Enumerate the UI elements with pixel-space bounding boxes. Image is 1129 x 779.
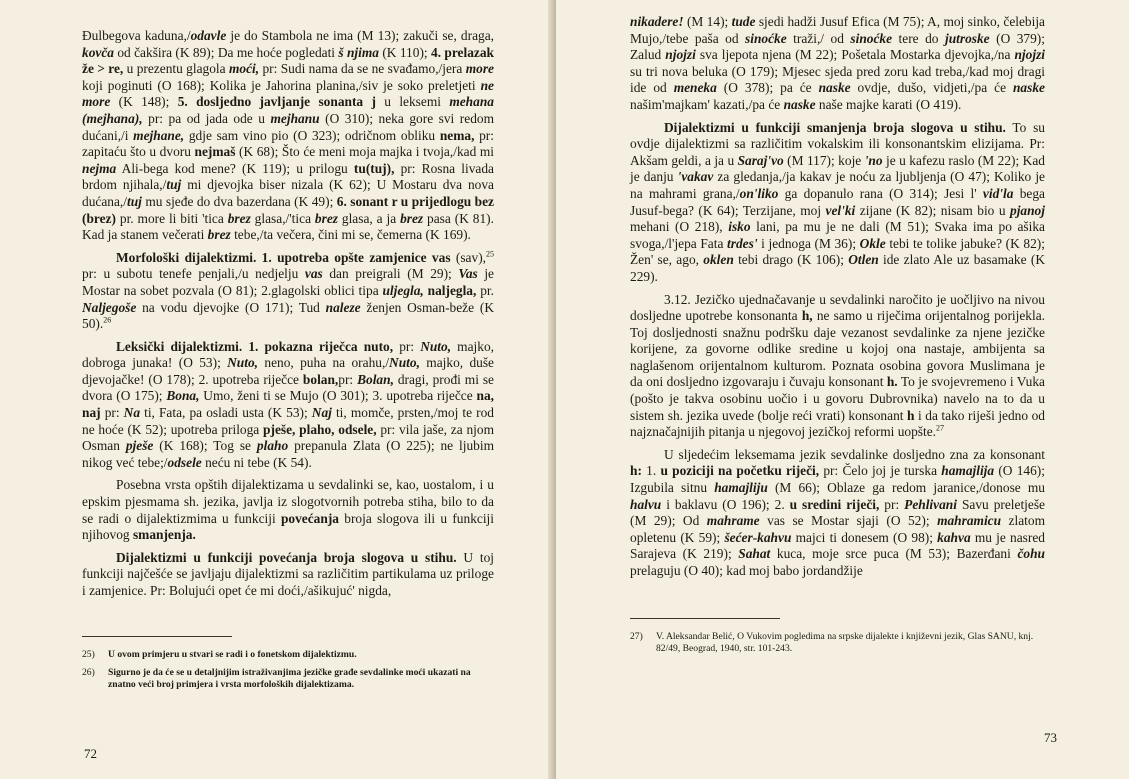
text-run: Bona, [166,388,200,404]
text-run: nema, [439,127,475,143]
text-run: trdes' [727,235,758,251]
text-run: pr: [879,496,905,512]
paragraph [82,339,494,472]
text-run: naše majke karati (O 419). [815,96,962,112]
text-run: čohu [1017,546,1045,562]
paragraph [630,447,1045,580]
footnote [630,631,1045,656]
text-run: brez [227,210,251,226]
text-run: i baklavu (O 196); 2. [661,496,790,512]
text-run: u sredini riječi, [789,496,880,512]
text-run: naljegla, [427,282,477,298]
text-run: vel'ki [825,202,856,218]
text-run: pr: u subotu tenefe penjali,/u nedjelju [82,266,305,282]
text-run: 4. prelazak že > re, [82,44,495,77]
text-run: smanjenja. [132,527,196,543]
text-run: (O 378); pa će [716,80,819,96]
text-run: mejhane, [133,127,185,143]
text-run: Sahat [738,546,771,562]
text-run: hamajliju [714,480,768,496]
text-run: mahrame [706,513,760,529]
text-run: oklen [703,252,734,268]
paragraph [82,28,494,244]
text-run: 'vakav [677,169,714,185]
text-run: sjedi hadži Jusuf Efica (M 75); A, moj sinko, čelebija Mujo,/tebe paša od [630,14,1046,46]
left-page-body [82,28,494,600]
text-run: je do Stambola ne ima (M 13); zakuči se, draga, [226,28,495,43]
text-run: je Mostar na sobet pozvala (O 81); 2.glagolski oblici tipa [82,266,494,298]
text-run: mehana (mejhana), [82,94,494,126]
footnote-number: 26) [82,667,95,678]
text-run: moći, [228,61,260,77]
footnote-rule [630,618,780,619]
text-run: nejmaš [194,144,236,160]
text-run: ovdje, dušo, vidjeti,/pa će [850,80,1013,96]
text-run: njojzi [665,47,696,63]
text-run: meneka [673,80,717,96]
text-run: tude [731,14,756,29]
text-run: Nuto, [227,355,259,371]
text-run: To su ovdje dijalektizmi sa različitim vokalskim ili konsonantskim elizijama. Pr: Akšam geldi, a ja u [630,119,1045,168]
text-run: hamajlija [941,463,995,479]
text-run: h, [801,308,813,324]
footnote-number: 27) [630,630,643,642]
text-run: Ali-bega kod mene? (K 119); u prilogu [116,160,354,176]
text-run: (M 66); Oblaze ga redom jaranice,/donose mu [767,480,1045,496]
text-run: majko, dobroga junaka! (O 53); [82,338,494,371]
text-run: jutroske [944,30,990,46]
text-run: naske [783,96,816,112]
text-run: pr: Sudi nama da se ne svađamo,/jera [259,61,466,77]
text-run: Naljegoše [82,299,137,315]
text-run: (M 117); koje [783,152,865,168]
text-run: pr: [100,405,124,421]
text-run: njojzi [1014,47,1045,63]
page-number: 73 [1044,730,1057,745]
page-number: 72 [84,746,97,761]
text-run: kahva [937,529,971,545]
text-run: ide zlato Ale uz basamake (K 229). [630,252,1045,284]
text-run: (O 310); neka gore svi redom dućani,/i [82,110,494,143]
text-run: U sljedećim leksemama jezik sevdalinke dosljedno zna za konsonant [664,446,1045,462]
text-run: u prezentu glagola [123,61,229,77]
text-run: (O 146); Izgubila sitnu [630,463,1045,496]
text-run: na, naj [82,388,494,421]
footnote [82,649,494,661]
text-run: Umo, ženi ti se Mujo (O 301); 3. upotreba riječce [199,388,477,404]
text-run: Okle [859,235,886,251]
text-run: To je svojevremeno i Vuka (pošto je takva osobinu uočio i u govoru Dubrovnika) navelo na to da u sistem sh. jezika uvede (bolje reći vrati) konsonant [630,374,1045,423]
text-run: mi djevojka biser nizala (K 62); U Mostaru dva nova dućana,/ [82,177,494,209]
text-run: pr: zapitaću što u dvoru [82,127,494,160]
text-run: 3.12. Jezičko ujednačavanje u sevdalinki naročito je uočljivo na nivou dosljedne upotrebe konsonanta [630,291,1045,324]
text-run: (O 379); Zalud [630,30,1045,63]
text-run: 1. [641,463,661,479]
text-run: tebi te tolike jabuke? (K 82); Žen' se, ago, [630,235,1045,268]
text-run: Savu preletješe (M 29); Od [630,496,1045,529]
text-run: pr: Rosna livada brdom njihala,/ [82,160,494,193]
text-run: za gledanja,/ja kakav je noću za ljubljenja (O 47); Koliko je na mahrami grana,/ [630,169,1045,201]
text-run: brez [207,227,231,243]
right-footnotes [630,631,1045,656]
text-run: pasa (K 81). Kad ja stanem večerati [82,210,494,243]
footnote-text: U ovom primjeru u stvari se radi i o fonetskom dijalektizmu. [108,648,357,660]
paragraph [82,550,494,600]
text-run: Saraj'vo [737,152,784,168]
text-run: vas se Mostar sjaji (O 52); [759,513,938,529]
text-run: h: [630,463,642,479]
text-run: pr. more li biti 'tica [115,210,228,226]
text-run: i jednoga (M 36); [757,235,860,251]
paragraph [630,292,1045,441]
text-run: tu(tuj), [353,160,395,176]
text-run: su tri nova beluka (O 179); Mjesec sjeda pred zoru kad treba,/kad moj dragi ide od [630,63,1045,96]
text-run: odavle [190,28,227,43]
text-run: glasa, a ja [337,210,401,226]
text-run: naske [1012,80,1045,96]
text-run: (K 110); [378,44,431,60]
paragraph [630,14,1045,114]
footnote [82,667,494,692]
text-run: glasa,/'tica [250,210,315,226]
text-run: ti, momče, prsten,/moj te rod ne hoće (K 52); upotreba priloga [82,405,494,437]
text-run: tuj [126,193,142,209]
text-run: naleze [325,299,361,315]
text-run: 'no [864,152,883,168]
text-run: naske [818,80,851,96]
text-run: Leksički dijalektizmi. 1. pokazna riječca nuto, [116,338,394,354]
text-run: dragi, prođi mi se dvora (O 175); [82,371,495,404]
text-run: ga dopanulo rana (O 314); Jesi l' [778,185,983,201]
text-run: zlatom opletenu (K 59); [630,513,1045,545]
text-run: brez [314,210,338,226]
text-run: zijane (K 82); nisam bio u [855,202,1010,218]
text-run: povećanja [280,510,339,526]
text-run: u leksemi [375,94,450,110]
text-run: h. [886,374,898,390]
text-run: u poziciji na početku riječi, [660,463,820,479]
text-run: isko [728,219,751,235]
text-run: našim'majkam' kazati,/pa će [630,96,784,112]
text-run: na vodu djevojke (O 171); Tud [136,299,326,315]
text-run: 6. sonant r u prijedlogu bez (brez) [82,193,494,226]
text-run: broja slogova ili u funkciji njihovog [82,510,495,543]
text-run: sinoćke [850,30,893,46]
right-page-body [630,14,1045,580]
text-run: (sav), [450,249,487,265]
text-run: ne samo u riječima orijentalnog porijekla. Toj dosljednosti snažnu podršku daje vezanost sevdalinke za njene jezičke korijene, za govorne odlike sredine u kojoj ona nastaje, ambijenta sa naglašenom orijentalnom kulturom. Poznata osobina govora Muslimana je da oni dosljedno izgovaraju i čuvaju konsonant [630,308,1046,390]
text-run: Đulbegova kaduna,/ [82,28,191,43]
text-run: mu sjeđe do dva bazerdana (K 49); [141,193,337,209]
text-run: Dijalektizmi u funkciji smanjenja broja slogova u stihu. [664,119,1006,135]
text-run: sinoćke [745,30,787,46]
text-run: pr: [338,371,358,387]
text-run: Pehlivani [904,496,957,512]
text-run: tebe,/ta večera, čini mi se, čemerna (K 169). [230,227,471,243]
text-run: pjanoj [1010,202,1045,218]
text-run: bolan, [302,371,339,387]
text-run: koji poginuti (O 168); Kolika je Jahorina planina,/siv je soko preletjeti [82,77,481,93]
footnote-ref: 27 [936,423,945,433]
footnote-ref: 26 [103,315,112,325]
text-run: Vas [458,266,478,282]
text-run: nikadere! [630,14,684,29]
text-run: vas [304,266,323,282]
right-page [556,0,1129,779]
text-run: vid'la [982,185,1014,201]
text-run: je u kafezu raslo (M 22); Kad je danju [630,152,1045,185]
text-run: neno, puha na orahu,/ [258,355,390,371]
text-run: Dijalektizmi u funkciji povećanja broja slogova u stihu. [116,549,457,565]
text-run: traži,/ od [786,30,851,46]
paragraph [630,120,1045,286]
text-run: majko, duše djevojačke! (O 178); 2. upotreba riječce [82,355,495,387]
left-footnotes [82,649,494,692]
text-run: pr: [393,338,421,354]
text-run: pješe, plaho, odsele, [263,421,377,437]
text-run: od čakšira (K 89); Da me hoće pogledati [113,44,339,60]
text-run: odsele [167,454,202,470]
text-run: šećer-kahvu [724,529,792,545]
text-run: U toj funkciji najčešće se javljaju dijalektizmi sa različitim partikulama uz priloge i zamjenice. Pr: Bolujući opet će mi doći,/ašikujuć' nigda, [82,549,494,598]
text-run: h [907,407,915,423]
text-run: Nuto, [420,338,452,354]
text-run: kuca, moje srce puca (M 53); Bazerđani [770,546,1018,562]
text-run: Posebna vrsta opštih dijalektizama u sevdalinki se, kao, uostalom, i u epskim pjesmama sh. jezika, javlja iz slogotvornih potreba stiha, bilo to da se radi o dijalektizmima u funkciji [82,477,494,526]
text-run: Naj [311,405,332,421]
footnote-text: Sigurno je da će se u detaljnijim istraživanjima jezičke građe sevdalinke moći ukazati na znatno veći broj primjera i vrsta morfoloških dijalektizama. [108,667,471,691]
text-run: i da tako riješi jedno od najznačajnijih pitanja u njegovoj jezičkoj reformi uopšte. [630,407,1045,440]
text-run: (K 168); Tog se [153,438,257,454]
text-run: majci ti donesem (O 98); [791,529,938,545]
text-run: 5. dosljedno javljanje sonanta j [177,94,376,110]
footnote-number: 25) [82,648,95,660]
text-run: pr: pa od jada ode u [142,110,271,126]
text-run: Na [123,405,141,421]
text-run: gdje sam vino pio (O 323); odričnom obliku [184,127,440,143]
text-run: Otlen [848,252,879,268]
text-run: more [465,61,494,77]
text-run: Morfološki dijalektizmi. 1. upotreba opšte zamjenice vas [116,249,451,265]
text-run: pješe [125,438,154,454]
text-run: mahramicu [937,513,1002,529]
text-run: tuj [166,177,182,193]
footnote-text: V. Aleksandar Belić, O Vukovim pogledima na srpske dijalekte i književni jezik, Glas SANU, knj. 82/49, Beograd, 1940, str. 101-243. [656,630,1034,654]
text-run: tebi drago (K 106); [733,252,849,268]
text-run: halvu [630,496,662,512]
text-run: ženjen Osman-beže (K 50). [82,299,494,332]
text-run: Nuto, [389,355,420,371]
text-run: sva ljepota njena (M 22); Pošetala Mostarka djevojka,/na [695,47,1015,63]
paragraph [82,477,494,543]
text-run: ne more [82,77,494,110]
text-run: š njima [338,44,379,60]
text-run: neću ni tebe (K 54). [201,454,312,470]
text-run: kovča [82,44,114,60]
text-run: uljegla, [382,282,424,298]
text-run: prelaguju (O 40); kad moj babo jordandžije [630,563,863,578]
text-run: Bolan, [357,371,394,387]
paragraph [82,250,494,333]
text-run: mu je nasred Sarajeva (K 219); [630,529,1045,562]
text-run: mehani (O 218), [630,219,729,235]
text-run: prepanula Zlata (O 225); ne ljubim nikog već tebe;/ [82,438,494,470]
text-run: lani, pa mu je ne dali (M 51); Svaka ima po ašika svoga,/l'jepa Fata [630,219,1046,251]
text-run: on'liko [739,185,779,201]
text-run: dan preigrali (M 29); [322,266,459,282]
text-run: bega Jusuf-bega? (K 64); Terzijane, moj [630,185,1046,218]
text-run: plaho [256,438,289,454]
text-run: (K 68); Što će meni moja majka i tvoja,/kad mi [235,144,494,160]
text-run: mejhanu [270,110,320,126]
text-run: brez [400,210,424,226]
text-run: pr. [476,282,494,298]
footnote-rule [82,636,232,637]
text-run: (M 14); [683,14,732,29]
text-run: ti, Fata, pa osladi usta (K 53); [140,405,312,421]
left-page [0,0,556,779]
text-run: (K 148); [110,94,178,110]
text-run: tere do [892,30,945,46]
text-run: pr: vila jaše, za njom Osman [82,421,494,454]
text-run: nejma [82,160,117,176]
footnote-ref: 25 [486,249,495,259]
text-run: pr: Čelo joj je turska [819,463,942,479]
